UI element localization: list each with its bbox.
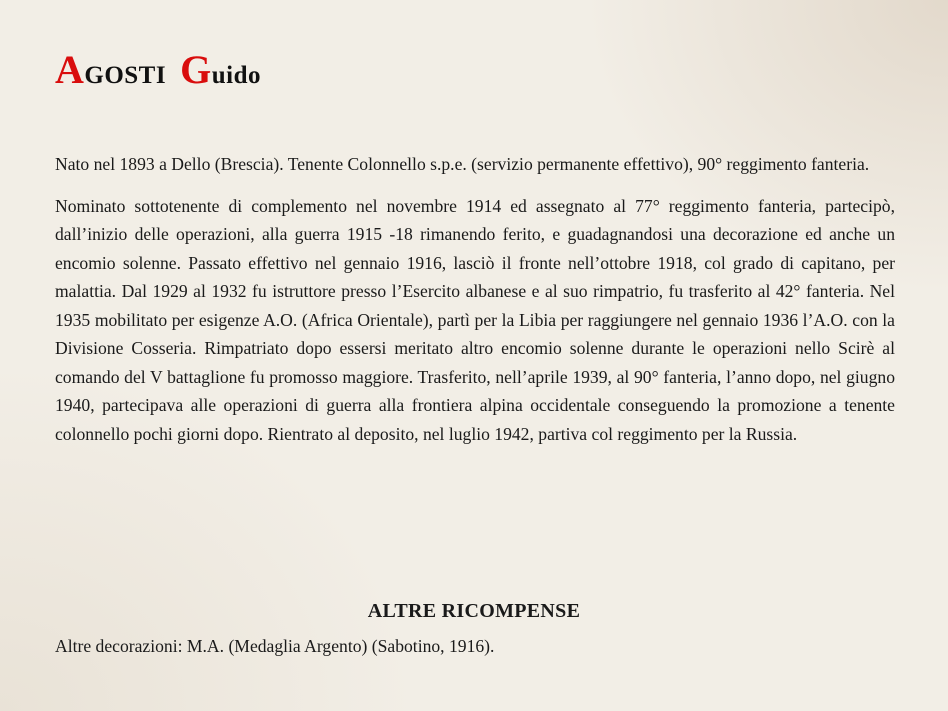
biography-paragraph-1: Nato nel 1893 a Dello (Brescia). Tenente Colonnello s.p.e. (servizio permanente effettivo), 90° reggimento fanteria.: [55, 154, 870, 174]
name-rest: uido: [211, 62, 261, 89]
page-title: [55, 47, 261, 92]
awards-heading: ALTRE RICOMPENSE: [367, 600, 581, 622]
awards-text: Altre decorazioni: M.A. (Medaglia Argento) (Sabotino, 1916).: [55, 636, 495, 656]
surname-rest: GOSTI: [84, 62, 167, 89]
biography-paragraph-2: Nominato sottotenente di complemento nel novembre 1914 ed assegnato al 77° reggimento fanteria, partecipò, dall’inizio delle operazioni, alla guerra 1915 -18 rimanendo ferito, e guadagnandosi una decorazione ed anche un encomio solenne. Passato effettivo nel gennaio 1916, lasciò il fronte nell’ottobre 1918, col grado di capitano, per malattia. Dal 1929 al 1932 fu istruttore presso l’Esercito albanese e al suo rimpatrio, fu trasferito al 42° fanteria. Nel 1935 mobilitato per esigenze A.O. (Africa Orientale), partì per la Libia per raggiungere nel gennaio 1936 l’A.O. con la Divisione Cosseria. Rimpatriato dopo essersi meritato altro encomio solenne durante le operazioni nello Scirè al comando del V battaglione fu promosso maggiore. Trasferito, nell’aprile 1939, al 90° fanteria, l’anno dopo, nel giugno 1940, partecipava alle operazioni di guerra alla frontiera alpina occidentale conseguendo la promozione a tenente colonnello pochi giorni dopo. Rientrato al deposito, nel luglio 1942, partiva col reggimento per la Russia.: [55, 195, 895, 444]
name-initial: G: [180, 47, 212, 92]
biography: [55, 150, 895, 461]
surname-initial: A: [55, 47, 85, 92]
